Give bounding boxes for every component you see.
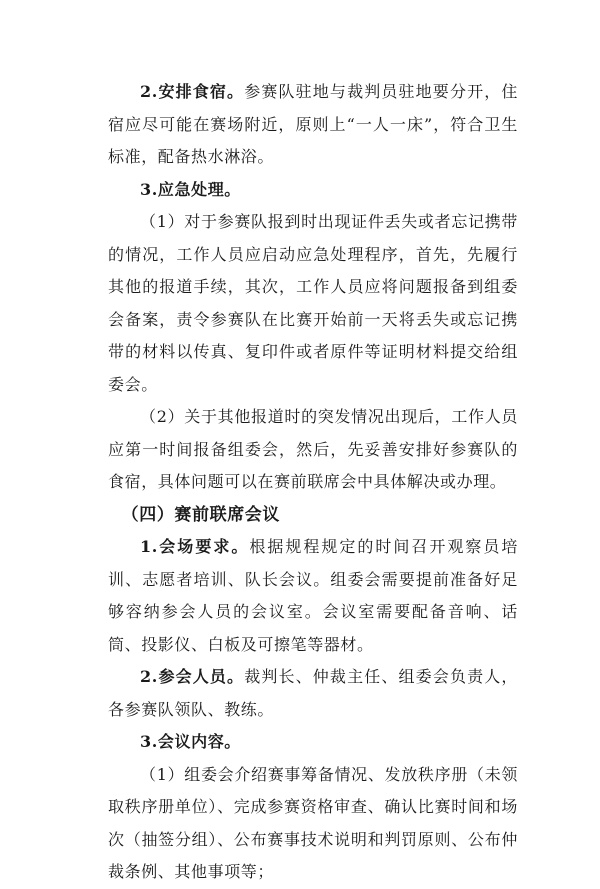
paragraph-emergency-1: [108, 206, 518, 401]
paragraph-agenda-1: [108, 759, 518, 889]
paragraph-emergency-2: [108, 401, 518, 499]
paragraph-text: 裁判长、仲裁主任、组委会负责人，各参赛队领队、教练。: [108, 667, 518, 719]
paragraph-text: （1）组委会介绍赛事筹备情况、发放秩序册（未领取秩序册单位）、完成参赛资格审查、确认比赛时间和场次（抽签分组）、公布赛事技术说明和判罚原则、公布仲裁条例、其他事项等；: [108, 764, 518, 881]
paragraph-text: 根据规程规定的时间召开观察员培训、志愿者培训、队长会议。组委会需要提前准备好足够容纳参会人员的会议室。会议室需要配备音响、话筒、投影仪、白板及可擦笔等器材。: [108, 537, 518, 654]
item-heading-attendees: 2.参会人员。: [140, 667, 245, 686]
item-heading-accommodation: 2.安排食宿。: [140, 82, 245, 101]
paragraph-attendees: [108, 661, 518, 726]
item-heading-venue: 1.会场要求。: [140, 537, 250, 556]
paragraph-emergency: [108, 174, 518, 207]
paragraph-venue: [108, 531, 518, 661]
item-heading-agenda: 3.会议内容。: [140, 732, 241, 751]
item-heading-emergency: 3.应急处理。: [140, 179, 241, 199]
paragraph-text: （2）关于其他报道时的突发情况出现后，工作人员应第一时间报备组委会，然后，先妥善安排好参赛队的食宿，具体问题可以在赛前联席会中具体解决或办理。: [108, 407, 518, 491]
paragraph-text: （1）对于参赛队报到时出现证件丢失或者忘记携带的情况，工作人员应启动应急处理程序，首先，先履行其他的报道手续，其次，工作人员应将问题报备到组委会备案，责令参赛队在比赛开始前一天将丢失或忘记携带的材料以传真、复印件或者原件等证明材料提交给组委会。: [108, 212, 518, 394]
section-heading: （四）赛前联席会议: [121, 504, 280, 525]
paragraph-agenda: [108, 726, 518, 759]
paragraph-text: 参赛队驻地与裁判员驻地要分开，住宿应尽可能在赛场附近，原则上“一人一床”，符合卫生标准，配备热水淋浴。: [108, 82, 518, 166]
paragraph-accommodation: [108, 76, 518, 174]
